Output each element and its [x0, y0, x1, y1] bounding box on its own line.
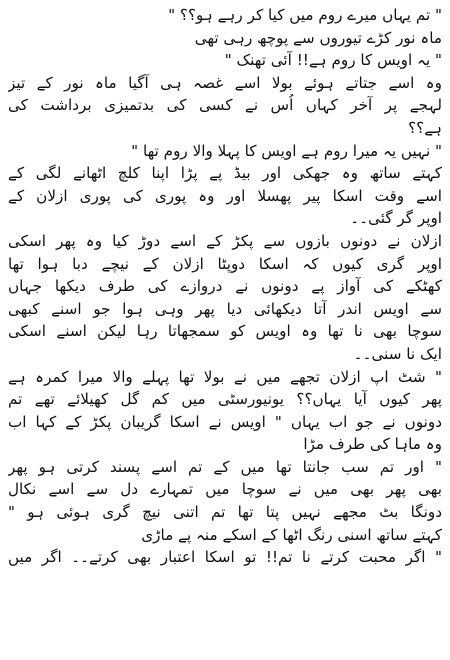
text-line-10: اوپر گر گئی۔۔ [350, 209, 442, 228]
text-line-8: کہتے ساتھ وہ جھکی اور بیڈ پے پڑا اپنا کلچ اٹھانے لگی کے [8, 164, 442, 183]
text-line-16: ایک نا سنی۔۔ [353, 344, 442, 363]
text-line-2: ماہ نور کڑے تیوروں سے پوچھ رہی تھی [194, 28, 442, 47]
text-line-4: وہ اسے جتاتے ہوئے بولا اسے غصہ ہی آگیا ماہ نور کے تیز [8, 73, 442, 92]
text-line-20: وہ ماہا کی طرف مڑا [303, 435, 442, 454]
text-line-13: کھٹکے کی آواز پے دونوں نے دروازے کی طرف دیکھا جہاں [8, 277, 442, 296]
text-line-5: لہجے پر آخر کہاں اُس نے کسی کی بدتمیزی برداشت کی [8, 96, 442, 115]
text-line-22: بھی پھر بھی میں نے سوچا میں تمہارے دل سے اسے نکال [8, 480, 442, 499]
text-line-15: سوچا بھی نا تھا وہ اویس کو سمجھاتا رہا لیکن اسنے اسکی [8, 322, 442, 341]
text-line-18: پھر کیوں آیا یہاں؟؟ یونیورسٹی میں کم گل کھیلائے تھے تم [8, 390, 442, 409]
text-line-19: دونوں نے جو اب یہاں " اویس نے اسکا گریبان پکڑ کے کہا اب [8, 412, 442, 431]
text-line-24: کہتے ساتھ اسنی رنگ اٹھا کے اسکے منہ پے ماڑی [141, 525, 442, 544]
text-line-14: سے اویس اندر آتا دیکھائی دیا پھر وہی ہوا جو اسنے کبھی [8, 299, 442, 318]
text-line-1: " تم یہاں میرے روم میں کیا کر رہے ہو؟؟ " [168, 6, 442, 24]
text-line-6: ہے؟؟ [408, 118, 442, 137]
text-line-11: ازلان نے دونوں بازوں سے پکڑ کے اسے دوڑ کیا وہ پھر اسکی [8, 231, 442, 250]
text-line-9: اسے وقت اسکا پیر پھسلا اور وہ پوری کی پوری ازلان کے [8, 186, 442, 205]
text-line-7: " نہیں یہ میرا روم ہے اویس کا پہلا والا روم تھا " [131, 141, 442, 160]
text-line-21: " اور تم سب جانتا تھا میں کے تم اسے پسند کرتی ہو پھر [8, 457, 442, 476]
text-line-12: اوپر گری کیوں کہ اسکا دوپٹا ازلان کے نیچے دبا ہوا تھا [8, 254, 442, 273]
text-line-3: " یہ اویس کا روم ہے!! آئی تھنک " [224, 51, 442, 70]
text-line-17: " شٹ اپ ازلان تجھے میں نے بولا تھا پہلے والا میرا کمرہ ہے [8, 367, 442, 386]
text-line-23: دونگا بٹ مجھے نہیں پتا تھا تم اتنی نیچ گری ہوئی ہو " [8, 503, 442, 522]
text-line-25: " اگر محبت کرتے نا تم!! تو اسکا اعتبار بھی کرتے۔۔ اگر میں [8, 548, 442, 567]
